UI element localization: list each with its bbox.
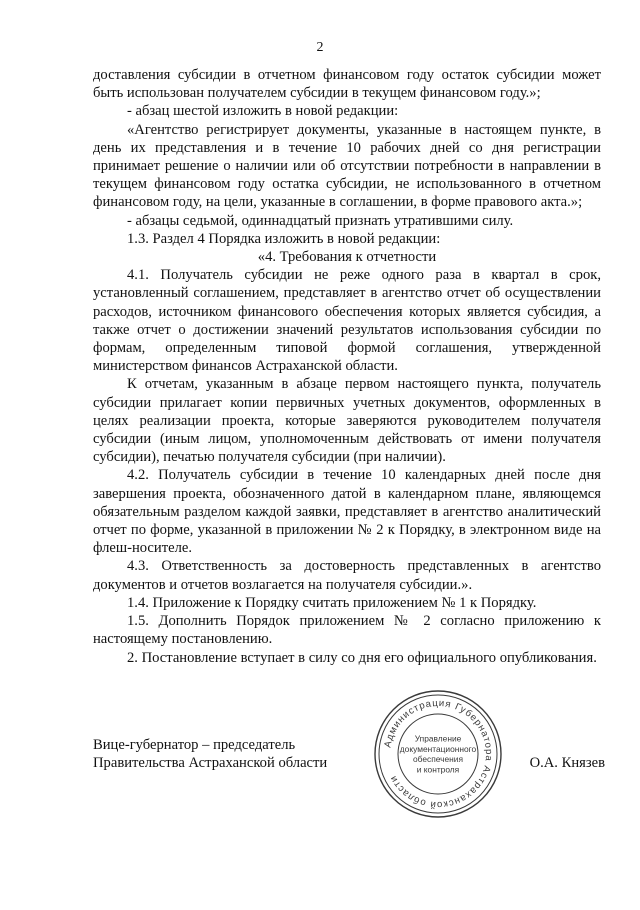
office-stamp-seal (372, 688, 504, 820)
paragraph-p-1-5: 1.5. Дополнить Порядок приложением № 2 согласно приложению к настоящему постановлению. (93, 613, 601, 648)
signatory-name: О.А. Князев (529, 755, 605, 771)
paragraph-p-1-4: 1.4. Приложение к Порядку считать приложением № 1 к Порядку. (127, 594, 537, 611)
paragraph-p-4-2: 4.2. Получатель субсидии в течение 10 календарных дней после дня завершения проекта, обозначенного датой в календарном плане, являющемся обязательным разделом каждой заявки, представляет в агентство аналитический отчет по форме, указанной в приложении № 2 к Порядку, в электронном виде на флеш-носителе. (93, 467, 601, 557)
paragraph-p-abz711: - абзацы седьмой, одиннадцатый признать утратившими силу. (127, 212, 514, 229)
document-body (93, 66, 601, 667)
paragraph-p-4-1: 4.1. Получатель субсидии не реже одного раза в квартал в срок, установленный соглашением, представляет в агентство отчет об осуществлении расходов, источником финансового обеспечения которых является субсидия, а также отчет о достижении значений результатов использования субсидии по формам, определенным типовой формой соглашения, утвержденной министерством финансов Астраханской области. (93, 267, 601, 375)
paragraph-p-2: 2. Постановление вступает в силу со дня его официального опубликования. (127, 649, 597, 666)
signatory-position (93, 736, 373, 772)
signatory-position-line1: Вице-губернатор – председатель (93, 737, 296, 753)
stamp-center-line: Управление (414, 733, 462, 744)
stamp-center-line: и контроля (416, 764, 460, 775)
stamp-center-line: документационного (399, 743, 477, 754)
paragraph-p-1-3: 1.3. Раздел 4 Порядка изложить в новой редакции: (127, 230, 441, 247)
stamp-center-line: обеспечения (413, 754, 463, 765)
paragraph-p-reports: К отчетам, указанным в абзаце первом настоящего пункта, получатель субсидии прилагает копии первичных учетных документов, оформленных в целях реализации проекта, которые заверяются руководителем получателя субсидии (иным лицом, уполномоченным действовать от имени получателя субсидии), печатью получателя субсидии (при наличии). (93, 376, 601, 466)
paragraph-p-agency: «Агентство регистрирует документы, указанные в настоящем пункте, в день их представления и в течение 10 рабочих дней со дня регистрации принимает решение о наличии или об отсутствии потребности в направлении в текущем финансовом году остатка субсидии, не использованного в отчетном финансовом году, на цели, указанные в соглашении, в форме правового акта.»; (93, 121, 601, 211)
paragraph-p-sec4: «4. Требования к отчетности (257, 249, 437, 266)
office-stamp (372, 688, 504, 820)
paragraph-p-4-3: 4.3. Ответственность за достоверность представленных в агентство документов и отчетов возлагается на получателя субсидии.». (93, 558, 601, 593)
stamp-ring-text: Администрация Губернатора Астраханской области (382, 697, 495, 811)
page-number: 2 (316, 40, 324, 55)
signatory-position-line2: Правительства Астраханской области (93, 755, 328, 772)
paragraph-p-abz6: - абзац шестой изложить в новой редакции: (127, 103, 399, 120)
paragraph-p-cont: доставления субсидии в отчетном финансовом году остаток субсидии может быть использован получателем субсидии в текущем финансовом году.»; (93, 67, 601, 102)
